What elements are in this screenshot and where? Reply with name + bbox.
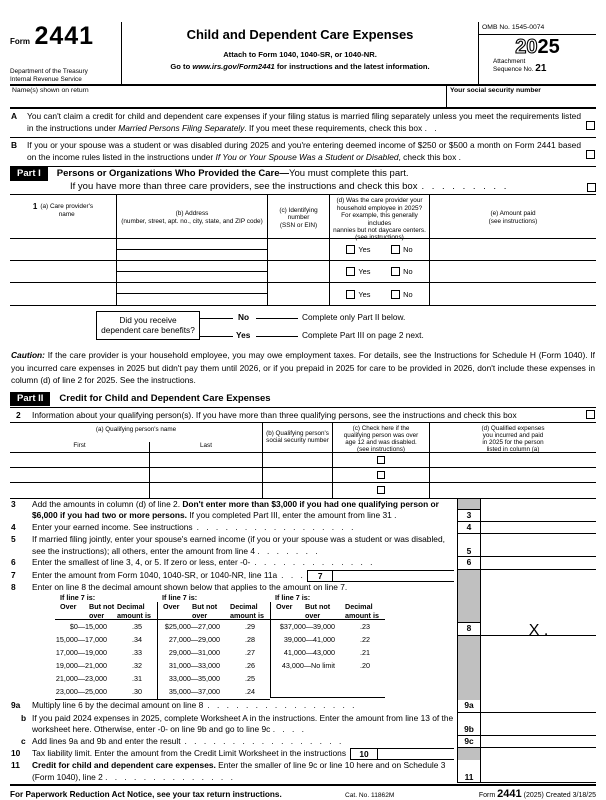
part2-chip: Part II <box>10 392 50 406</box>
line7-right-column <box>457 570 596 582</box>
shaded-cell <box>457 636 481 700</box>
decimal-row: 39,000—41,000 .22 <box>283 635 370 645</box>
line10-number: 10 <box>11 748 21 759</box>
line11-right-column <box>457 760 596 783</box>
care-provider-row-2 <box>10 261 596 283</box>
col-qualified-expenses-header: (d) Qualified expenses you incurred and paid in 2025 for the person listed in column (a) <box>481 424 545 454</box>
line6-row <box>10 557 596 570</box>
line3-number: 3 <box>11 498 16 509</box>
line1-number: 1 <box>32 202 38 212</box>
irs-url: www.irs.gov/Form2441 <box>192 62 275 71</box>
line8-decimal-entry[interactable]: X . <box>528 622 549 640</box>
caution-label: Caution: <box>11 350 45 361</box>
line8-row <box>10 582 596 594</box>
provider-id-cell[interactable] <box>268 283 330 305</box>
disabled-checkbox[interactable] <box>377 471 385 479</box>
yes-label: Yes <box>358 245 371 255</box>
line7-row <box>10 570 596 582</box>
last-name-label: Last <box>200 442 212 450</box>
line11-box: 11 <box>457 772 481 783</box>
flow-line <box>256 336 298 337</box>
dot-leader: . . . . . . . . . <box>421 181 507 193</box>
line11-row <box>10 760 596 783</box>
provider-address-cell[interactable] <box>117 261 268 282</box>
line11-number: 11 <box>11 760 20 771</box>
line10-box: 10 <box>351 749 378 759</box>
line9b-row <box>10 713 596 736</box>
omb-number: OMB No. 1545-0074 <box>479 22 596 35</box>
col-identifying-number-header: (c) Identifying number (SSN or EIN) <box>268 195 330 238</box>
notice-a-checkbox[interactable] <box>586 121 595 130</box>
decimal-row: 29,000—31,000 .27 <box>168 648 255 658</box>
form-title: Child and Dependent Care Expenses <box>186 27 414 42</box>
provider-name-cell[interactable] <box>10 261 117 282</box>
care-provider-row-3 <box>10 283 596 305</box>
decimal-group-2: If line 7 is: Over But not over Decimal amount is $25,000—27,000 .29 27,000—29,000 .28 29,000—31,000 .27 31,000—33,000 .26 33,000—35,000 .25 35,000—37,000 .24 <box>157 593 270 700</box>
line3-row <box>10 499 596 522</box>
line9b-right-column <box>457 713 596 736</box>
part1-chip: Part I <box>10 167 48 181</box>
form-footer-id: Form 2441 (2025) Created 3/18/25 <box>478 788 596 800</box>
decimal-row: 21,000—23,000 .31 <box>55 674 142 684</box>
line7-amount-entry[interactable] <box>333 571 454 581</box>
decimal-group-1: If line 7 is: Over But not over Decimal amount is $0—15,000 .35 15,000—17,000 .34 17,000—19,000 .33 19,000—21,000 .32 21,000—23,000 .31 23,000—25,000 .30 <box>55 593 157 700</box>
more-providers-checkbox[interactable] <box>587 183 596 192</box>
line6-amount-entry[interactable] <box>481 557 596 569</box>
notice-b-checkbox-slot <box>586 150 595 162</box>
line5-text: If married filing jointly, enter your spouse's earned income (if you or your spouse was a student or was disabled, see the instructions); all others, enter the amount from line 4 . . . . . . . <box>32 534 445 556</box>
line9c-box: 9c <box>457 736 481 748</box>
caution-paragraph: Caution: If the care provider is your household employee, you may owe employment taxes. For details, see the Instructions for Schedule H (Form 1040). If you incurred care expenses in 2025 but didn't pay them until 2026, or if you prepaid in 2025 for care to be provided in 2026, don't include these expenses in column (d) of line 2 for 2025. See the instructions. <box>11 350 595 386</box>
dot-leader: . <box>458 151 461 162</box>
line3-text: Add the amounts in column (d) of line 2. Don't enter more than $3,000 if you had one qualifying person or $6,000 if you had two or more persons. If you completed Part III, enter the amount from line 31 . <box>32 498 439 521</box>
flow-yes-label: Yes <box>236 330 251 341</box>
flow-yes-result: Complete Part III on page 2 next. <box>302 330 424 341</box>
household-employee-cell <box>330 261 430 282</box>
qualified-expenses-cell[interactable] <box>430 483 596 498</box>
more-qualifying-persons-checkbox[interactable] <box>586 410 595 419</box>
flow-line <box>200 336 233 337</box>
form-number: 2441 <box>34 22 95 50</box>
line8-box: 8 <box>457 622 481 635</box>
decimal-row: $37,000—39,000 .23 <box>279 622 370 632</box>
decimal-row: 31,000—33,000 .26 <box>168 661 255 671</box>
over12-disabled-cell <box>333 483 430 498</box>
col-qualifying-name-header: (a) Qualifying person's name First Last <box>10 423 263 452</box>
line10-amount-entry[interactable] <box>378 749 454 759</box>
line8-text: Enter on line 8 the decimal amount shown below that applies to the amount on line 7. <box>32 581 348 592</box>
part1-subtitle: If you have more than three care providers, see the instructions and check this box <box>70 181 418 193</box>
dot-leader: . . . . . . . . . . . . . . . . <box>207 700 355 711</box>
decimal-row: 17,000—19,000 .33 <box>55 648 142 658</box>
name-label: Name(s) shown on return <box>12 87 89 94</box>
notice-b <box>10 138 596 167</box>
line5-number: 5 <box>11 534 16 545</box>
line3-right-column <box>457 499 596 522</box>
part1-title: Persons or Organizations Who Provided the Care—You must complete this part. <box>56 168 409 180</box>
omb-block <box>478 22 596 84</box>
line9c-right-column <box>457 736 596 749</box>
dot-leader: . . . . . . . . . . . . . <box>254 557 373 568</box>
decimal-row: 33,000—35,000 .25 <box>168 674 255 684</box>
catalog-number: Cat. No. 11862M <box>345 792 395 800</box>
first-name-label: First <box>10 442 150 451</box>
shaded-cell <box>457 593 481 622</box>
household-employee-cell <box>330 239 430 260</box>
yes-checkbox[interactable] <box>346 245 355 254</box>
person-ssn-cell[interactable] <box>263 453 333 467</box>
dependent-care-benefits-flowchart <box>10 306 596 346</box>
yes-checkbox[interactable] <box>346 267 355 276</box>
no-checkbox[interactable] <box>391 267 400 276</box>
paperwork-notice: For Paperwork Reduction Act Notice, see your tax return instructions. <box>10 790 282 800</box>
person-ssn-cell[interactable] <box>263 468 333 482</box>
first-name-cell[interactable] <box>10 468 150 482</box>
shaded-cell <box>457 570 481 582</box>
col-qualifying-ssn-header: (b) Qualifying person's social security number <box>263 423 333 452</box>
name-field[interactable] <box>10 86 446 107</box>
qualifying-person-row-3 <box>10 483 596 498</box>
dept-line1: Department of the Treasury <box>10 68 88 76</box>
col-provider-name-header: 1 (a) Care provider's name <box>10 195 117 238</box>
household-employee-cell <box>330 283 430 305</box>
last-name-cell[interactable] <box>150 483 263 498</box>
shaded-cell <box>457 582 481 594</box>
amount-paid-cell[interactable] <box>430 239 596 260</box>
line4-box: 4 <box>457 522 481 534</box>
line5-row <box>10 534 596 557</box>
line6-number: 6 <box>11 557 16 568</box>
provider-id-cell[interactable] <box>268 261 330 282</box>
disabled-checkbox[interactable] <box>377 456 385 464</box>
decimal-row: 35,000—37,000 .24 <box>168 687 255 697</box>
line9b-text: If you paid 2024 expenses in 2025, complete Worksheet A in the instructions. Enter the amount from line 13 of the worksheet here. Otherwise, enter -0- on line 9b and go to line 9c . . . . <box>32 712 454 735</box>
line9a-row <box>10 700 596 713</box>
col-amount-paid-header: (e) Amount paid (see instructions) <box>488 210 538 225</box>
dot-leader: . <box>394 510 397 521</box>
decimal-row: 41,000—43,000 .21 <box>283 648 370 658</box>
line8-right-column <box>457 582 596 594</box>
line3-box: 3 <box>457 510 481 521</box>
decimal-row: 19,000—21,000 .32 <box>55 661 142 671</box>
notice-a-text: You can't claim a credit for child and dependent care expenses if your filing status is married filing separately unless you meet the requirements listed in the instructions under Married Persons Filing Separately. If you meet these requirements, check this box . . <box>27 111 581 133</box>
form-title-block <box>122 22 478 84</box>
benefits-question-box: Did you receive dependent care benefits? <box>96 311 200 340</box>
yes-label: Yes <box>358 289 371 299</box>
dot-leader: . . . . . . . . . . . . . . . . . <box>196 521 354 532</box>
line7-box: 7 <box>308 571 333 581</box>
decimal-amount-table <box>55 593 385 700</box>
form-header <box>10 22 596 84</box>
col-over12-disabled-header: (c) Check here if the qualifying person was over age 12 and was disabled. (see instructions) <box>333 423 430 452</box>
dot-leader: . . <box>424 122 437 133</box>
line3-amount-entry[interactable] <box>481 510 596 521</box>
first-name-cell[interactable] <box>10 483 150 498</box>
part1-subtitle-row <box>10 181 596 193</box>
no-checkbox[interactable] <box>391 290 400 299</box>
attach-instruction: Attach to Form 1040, 1040-SR, or 1040-NR. <box>223 50 377 59</box>
qualified-expenses-cell[interactable] <box>430 468 596 482</box>
line10-text: Tax liability limit. Enter the amount from the Credit Limit Worksheet in the instructions 10 <box>32 748 457 760</box>
dot-leader: . . . . . . . <box>257 545 318 556</box>
notice-b-letter: B <box>11 140 18 151</box>
sequence-number: 21 <box>535 63 547 74</box>
qualifying-persons-table <box>10 423 596 499</box>
part2-header <box>10 391 596 408</box>
line9c-number: c <box>21 735 26 746</box>
dot-leader: . . . . <box>272 724 304 735</box>
last-name-cell[interactable] <box>150 468 263 482</box>
care-providers-table <box>10 195 596 306</box>
goto-instruction: Go to www.irs.gov/Form2441 for instructions and the latest information. <box>170 62 430 71</box>
form-footer <box>10 784 596 800</box>
line9a-number: 9a <box>11 700 21 711</box>
no-label: No <box>403 289 413 299</box>
col-household-employee-header: (d) Was the care provider your household employee in 2025? For example, this generally includes nannies but not daycare centers. (see instructions) <box>330 195 430 238</box>
person-ssn-cell[interactable] <box>263 483 333 498</box>
line8-number: 8 <box>11 581 16 592</box>
no-label: No <box>403 245 413 255</box>
decimal-group-3: If line 7 is: Over But not over Decimal amount is $37,000—39,000 .23 39,000—41,000 .22 41,000—43,000 .21 43,000—No limit .20 <box>270 593 385 700</box>
flow-no-result: Complete only Part II below. <box>302 312 406 323</box>
line4-number: 4 <box>11 521 16 532</box>
decimal-row: 43,000—No limit .20 <box>281 661 370 671</box>
over12-disabled-cell <box>333 453 430 467</box>
yes-label: Yes <box>358 267 371 277</box>
part2-title: Credit for Child and Dependent Care Expenses <box>59 392 271 404</box>
disabled-checkbox[interactable] <box>377 486 385 494</box>
form-identity-block <box>10 22 122 84</box>
amount-paid-cell[interactable] <box>430 283 596 305</box>
dot-leader: . . . . . . . . . . . . . . <box>105 771 233 782</box>
flow-no-label: No <box>238 312 250 323</box>
col-address-header: (b) Address (number, street, apt. no., city, state, and ZIP code) <box>117 195 268 238</box>
notice-a <box>10 109 596 138</box>
line6-box: 6 <box>457 557 481 569</box>
decimal-row: 23,000—25,000 .30 <box>55 687 142 697</box>
decimal-table-block <box>10 593 596 700</box>
tax-year: 2025 <box>515 36 560 58</box>
amount-paid-cell[interactable] <box>430 261 596 282</box>
shaded-cell <box>457 499 481 511</box>
over12-disabled-cell <box>333 468 430 482</box>
line2-row <box>10 408 596 423</box>
line9a-text: Multiply line 6 by the decimal amount on line 8 . . . . . . . . . . . . . . . . <box>32 700 457 713</box>
qualifying-person-row-1 <box>10 453 596 468</box>
no-label: No <box>403 267 413 277</box>
line2-number: 2 <box>16 409 21 420</box>
line5-amount-entry[interactable] <box>481 546 596 557</box>
decimal-row: $25,000—27,000 .29 <box>164 622 255 632</box>
line2-checkbox-slot <box>586 409 596 421</box>
provider-name-cell[interactable] <box>10 283 117 305</box>
qualified-expenses-cell[interactable] <box>430 453 596 467</box>
provider-name-cell[interactable] <box>10 239 117 260</box>
line10-right-column <box>457 748 596 760</box>
line4-row <box>10 522 596 535</box>
flow-line <box>200 318 233 319</box>
part1-header <box>10 167 596 195</box>
care-provider-row-1 <box>10 239 596 261</box>
notice-b-text: If you or your spouse was a student or was disabled during 2025 and you're entering deemed income of $250 or $500 a month on Form 2441 based on the income rules listed in the instructions under If You or Your Spouse Was a Student or Disabled, check this box . <box>27 140 581 162</box>
line7-text: Enter the amount from Form 1040, 1040-SR, or 1040-NR, line 11a . . . 7 <box>32 570 457 582</box>
line9c-row <box>10 736 596 749</box>
care-providers-table-header <box>10 195 596 242</box>
ssn-label: Your social security number <box>450 87 541 94</box>
dot-leader: . . . . . . . . . . . . . . . . . <box>184 735 342 746</box>
ssn-field[interactable] <box>446 86 596 107</box>
provider-address-cell[interactable] <box>117 283 268 305</box>
line10-row <box>10 748 596 760</box>
line10-inline-entry <box>350 748 454 760</box>
notice-a-letter: A <box>11 111 18 121</box>
attachment-sequence: Attachment Sequence No. 21 <box>493 58 547 74</box>
shaded-cell <box>457 748 481 760</box>
line9c-text: Add lines 9a and 9b and enter the result . . . . . . . . . . . . . . . . . <box>32 736 457 749</box>
provider-id-cell[interactable] <box>268 239 330 260</box>
qualifying-persons-table-header <box>10 423 596 453</box>
notice-a-checkbox-slot <box>586 121 595 133</box>
line9a-amount-entry[interactable] <box>481 700 596 712</box>
line9b-number: b <box>21 712 27 723</box>
no-checkbox[interactable] <box>391 245 400 254</box>
line6-right-column <box>457 557 596 570</box>
line5-right-column <box>457 534 596 557</box>
line6-text: Enter the smallest of line 3, 4, or 5. If zero or less, enter -0- . . . . . . . . . . . . . <box>32 557 457 570</box>
dept-line2: Internal Revenue Service <box>10 75 82 83</box>
decimal-row: $0—15,000 .35 <box>69 622 142 632</box>
decimal-row: 27,000—29,000 .28 <box>168 635 255 645</box>
qualifying-person-row-2 <box>10 468 596 483</box>
last-name-cell[interactable] <box>150 453 263 467</box>
line9a-right-column <box>457 700 596 713</box>
first-name-cell[interactable] <box>10 453 150 467</box>
taxpayer-identity-row <box>10 84 596 109</box>
decimal-row: 15,000—17,000 .34 <box>55 635 142 645</box>
provider-address-cell[interactable] <box>117 239 268 260</box>
line9b-box: 9b <box>457 724 481 735</box>
line11-text: Credit for child and dependent care expenses. Enter the smaller of line 9c or line 10 here and on Schedule 3 (Form 1040), line 2 . . . . . . . . . . . . . . <box>32 760 446 782</box>
line4-text: Enter your earned income. See instructions . . . . . . . . . . . . . . . . . <box>32 522 457 535</box>
line2-text: Information about your qualifying person(s). If you have more than three qualifying persons, see the instructions and check this box <box>32 409 517 420</box>
line4-amount-entry[interactable] <box>481 522 596 534</box>
dot-leader: . . . <box>281 569 303 580</box>
notice-b-checkbox[interactable] <box>586 150 595 159</box>
line5-box: 5 <box>457 546 481 557</box>
line11-amount-entry[interactable] <box>481 772 596 783</box>
line7-number: 7 <box>11 569 16 580</box>
line9a-box: 9a <box>457 700 481 712</box>
form-word: Form <box>10 37 30 46</box>
department-lines <box>10 68 119 83</box>
yes-checkbox[interactable] <box>346 290 355 299</box>
line9c-amount-entry[interactable] <box>481 736 596 748</box>
line8-entry-column <box>457 593 596 700</box>
flow-line <box>256 318 298 319</box>
line4-right-column <box>457 522 596 535</box>
line7-inline-entry <box>307 570 454 582</box>
line9b-amount-entry[interactable] <box>481 724 596 735</box>
